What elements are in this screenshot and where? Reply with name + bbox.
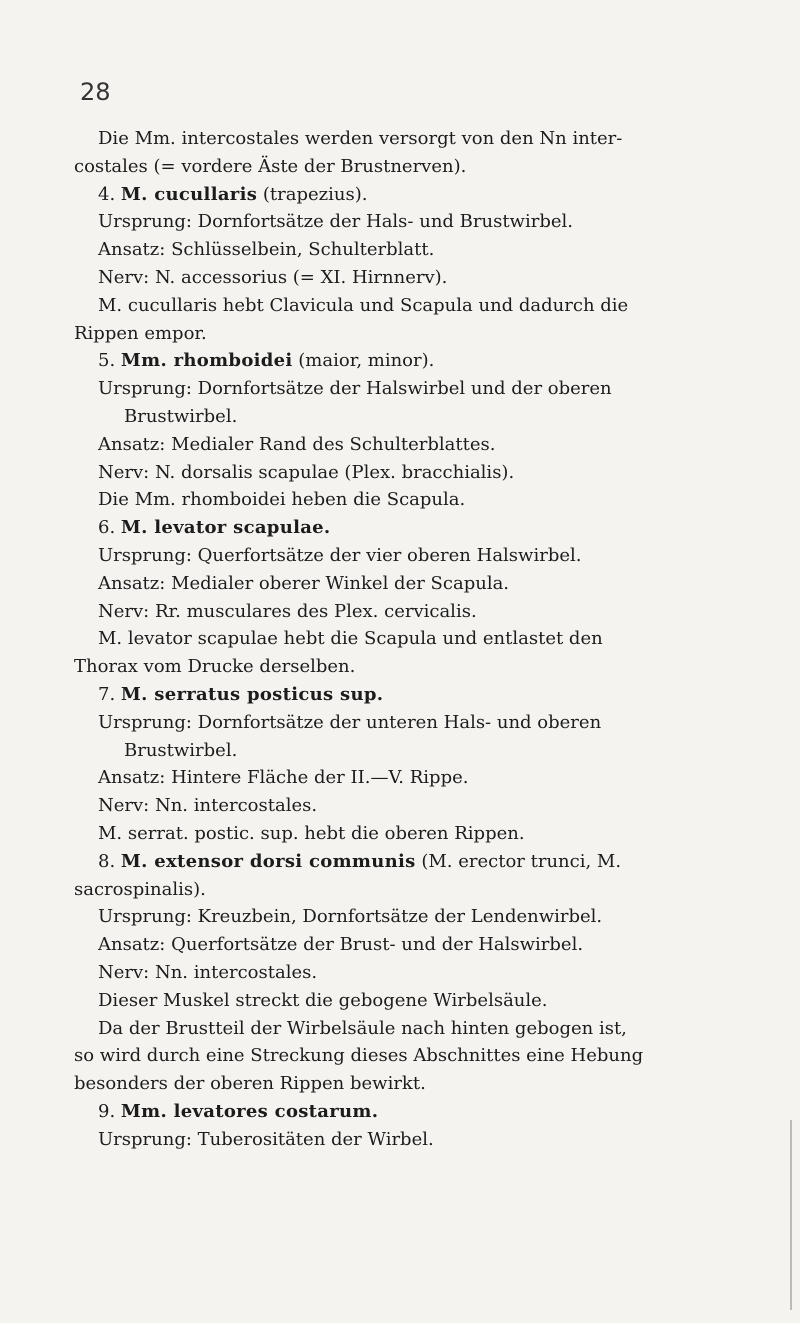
text-line: Da der Brustteil der Wirbelsäule nach hinten gebogen ist, — [98, 1017, 627, 1039]
text-line: Ursprung: Kreuzbein, Dornfortsätze der Lendenwirbel. — [98, 906, 603, 928]
text-line: Nerv: N. accessorius (= XI. Hirnnerv). — [98, 266, 448, 288]
heading-rest: (maior, minor). — [298, 350, 435, 372]
text-line: M. levator scapulae hebt die Scapula und entlastet den — [98, 628, 603, 650]
text-line: Die Mm. intercostales werden versorgt von den Nn inter- — [98, 128, 623, 149]
page-number: 28 — [80, 78, 111, 106]
text-line: Nerv: Nn. intercostales. — [98, 795, 318, 817]
text-line: Ansatz: Hintere Fläche der II.—V. Rippe. — [98, 767, 469, 789]
muscle-name: M. serratus posticus sup. — [120, 683, 384, 705]
text-line: Dieser Muskel streckt die gebogene Wirbelsäule. — [98, 989, 548, 1011]
text-line: Ansatz: Medialer Rand des Schulterblattes. — [98, 433, 496, 455]
text-line: Thorax vom Drucke derselben. — [74, 656, 356, 678]
heading-number: 6. — [98, 517, 121, 539]
text-line: Ursprung: Dornfortsätze der Halswirbel und der oberen — [98, 378, 612, 400]
text-line: sacrospinalis). — [74, 878, 206, 900]
text-line: Ursprung: Tuberositäten der Wirbel. — [98, 1128, 434, 1150]
muscle-name: Mm. levatores costarum. — [120, 1100, 379, 1122]
heading-rest: (trapezius). — [262, 183, 368, 205]
text-line: Ansatz: Querfortsätze der Brust- und der Halswirbel. — [98, 934, 584, 956]
muscle-name: M. extensor dorsi communis — [120, 850, 416, 872]
muscle-heading — [74, 347, 768, 375]
muscle-heading — [74, 181, 768, 209]
heading-number: 7. — [98, 683, 121, 705]
text-line: M. cucullaris hebt Clavicula und Scapula und dadurch die — [98, 294, 629, 316]
heading-number: 4. — [98, 183, 121, 205]
muscle-heading — [74, 848, 768, 876]
muscle-heading — [74, 1098, 768, 1126]
muscle-name: M. levator scapulae. — [120, 517, 331, 539]
page-edge-shadow — [790, 1120, 792, 1310]
heading-number: 8. — [98, 850, 121, 872]
text-line: Die Mm. rhomboidei heben die Scapula. — [98, 489, 466, 511]
muscle-heading — [74, 514, 768, 542]
text-line: Nerv: N. dorsalis scapulae (Plex. bracchialis). — [98, 461, 515, 483]
text-line: Ursprung: Querfortsätze der vier oberen Halswirbel. — [98, 544, 582, 566]
text-line: Nerv: Nn. intercostales. — [98, 961, 318, 983]
text-line: so wird durch eine Streckung dieses Abschnittes eine Hebung — [74, 1045, 644, 1067]
page-text — [74, 125, 768, 1153]
text-line: costales (= vordere Äste der Brustnerven). — [74, 155, 467, 177]
text-line: Nerv: Rr. musculares des Plex. cervicalis. — [98, 600, 477, 622]
text-line: Brustwirbel. — [124, 405, 238, 427]
text-line: Rippen empor. — [74, 322, 207, 344]
text-line: Ansatz: Schlüsselbein, Schulterblatt. — [98, 239, 435, 261]
muscle-name: M. cucullaris — [120, 183, 258, 205]
heading-number: 9. — [98, 1100, 121, 1122]
text-line: Ursprung: Dornfortsätze der Hals- und Brustwirbel. — [98, 211, 573, 233]
heading-number: 5. — [98, 350, 121, 372]
text-line: Ursprung: Dornfortsätze der unteren Hals- und oberen — [98, 711, 602, 733]
muscle-heading — [74, 681, 768, 709]
heading-rest: (M. erector trunci, M. — [421, 850, 622, 872]
text-line: besonders der oberen Rippen bewirkt. — [74, 1073, 426, 1095]
text-line: M. serrat. postic. sup. hebt die oberen Rippen. — [98, 822, 525, 844]
text-line: Brustwirbel. — [124, 739, 238, 761]
text-line: Ansatz: Medialer oberer Winkel der Scapula. — [98, 572, 510, 594]
muscle-name: Mm. rhomboidei — [120, 350, 293, 372]
